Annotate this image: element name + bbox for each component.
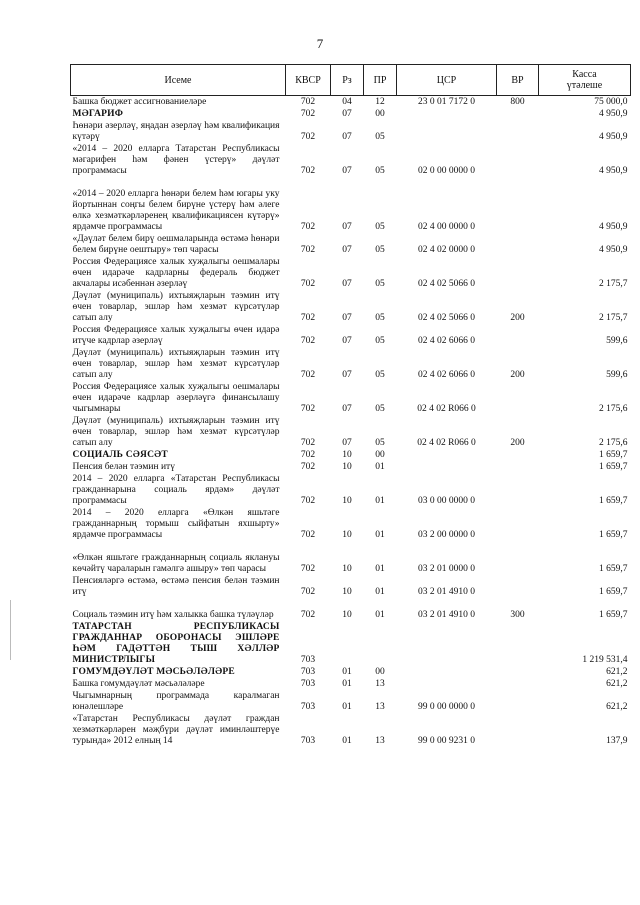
row-kvsr: 702 [300, 245, 316, 255]
row-pr: 00 [375, 450, 385, 460]
row-kvsr: 702 [300, 279, 316, 289]
row-kvsr: 702 [300, 166, 316, 176]
row-name: Дәүләт (муниципаль) ихтыяҗларын тәэмин итү өчен товарлар, эшләр һәм хезмәт күрсәтүләр сатып алу [72, 416, 280, 448]
row-rz: 10 [342, 496, 352, 506]
row-sum: 4 950,9 [599, 245, 628, 255]
row-vr [497, 666, 539, 678]
row-sum: 2 175,6 [599, 438, 628, 448]
row-pr: 00 [375, 667, 385, 677]
row-kvsr: 703 [300, 702, 316, 712]
row-name: Һөнәри әзерләү, яңадан әзерләү һәм квалификация күтәрү [72, 121, 280, 142]
row-vr [497, 507, 539, 541]
row-csr: 02 4 02 R066 0 [417, 438, 476, 448]
row-pr: 13 [375, 679, 385, 689]
row-pr: 12 [375, 97, 385, 107]
col-header-name: Исеме [71, 65, 286, 96]
row-csr [397, 120, 497, 143]
row-csr: 99 0 00 9231 0 [418, 736, 475, 746]
row-sum: 2 175,7 [599, 279, 628, 289]
row-sum: 4 950,9 [599, 166, 628, 176]
row-pr: 01 [375, 587, 385, 597]
table-row [71, 541, 631, 575]
row-name: «2014 – 2020 елларга һөнәри белем һәм югары уку йортыннан соңгы белем бирүне үстерү һәм әлеге өлкә хезмәткәрләренең квалификациясен күтәрү» ярдәмче программасы [72, 189, 280, 232]
row-vr [497, 324, 539, 347]
table-row [71, 507, 631, 541]
row-pr: 00 [375, 109, 385, 119]
table-row [71, 415, 631, 449]
row-name: Социаль тәэмин итү һәм халыкка башка түләүләр [72, 610, 274, 620]
row-csr: 02 4 02 R066 0 [417, 404, 476, 414]
row-vr [497, 461, 539, 473]
row-kvsr: 702 [300, 222, 316, 232]
row-sum: 1 659,7 [599, 496, 628, 506]
row-kvsr: 702 [300, 109, 316, 119]
row-vr [497, 690, 539, 713]
table-row [71, 324, 631, 347]
row-csr [397, 108, 497, 120]
table-row [71, 256, 631, 290]
row-sum: 4 950,9 [599, 222, 628, 232]
row-name: «2014 – 2020 елларга Татарстан Республикасы мәгарифен һәм фәнен үстерү» дәүләт программасы [72, 144, 280, 176]
row-sum: 1 659,7 [599, 564, 628, 574]
table-row [71, 461, 631, 473]
scan-artifact-line [10, 600, 11, 660]
row-sum: 1 659,7 [599, 462, 628, 472]
row-name: Чыгымнарның программада каралмаган юнәлешләре [72, 691, 280, 712]
row-kvsr: 702 [300, 438, 316, 448]
row-csr: 02 4 02 5066 0 [418, 279, 475, 289]
row-kvsr: 703 [300, 667, 316, 677]
row-vr [497, 120, 539, 143]
row-rz: 07 [342, 245, 352, 255]
row-pr: 05 [375, 132, 385, 142]
row-rz: 10 [342, 564, 352, 574]
row-vr [497, 713, 539, 747]
row-pr: 05 [375, 336, 385, 346]
row-kvsr: 702 [300, 132, 316, 142]
table-row [71, 621, 631, 666]
row-name: «Өлкән яшьтәге гражданнарның социаль яклануы көчәйтү чараларын гамәлгә ашыру» төп чарасы [72, 553, 280, 574]
row-pr: 05 [375, 279, 385, 289]
row-name: Пенсияләргә өстәмә, өстәмә пенсия белән тәэмин итү [72, 576, 280, 597]
row-rz: 07 [342, 404, 352, 414]
row-name: «Дәүләт белем бирү оешмаларында өстәмә һөнәри белем бирүне оештыру» төп чарасы [72, 234, 280, 255]
row-csr [397, 666, 497, 678]
col-header-sum-line1: Касса [572, 69, 597, 80]
table-row [71, 449, 631, 461]
row-name: «Татарстан Республикасы дәүләт граждан хезмәткәрләрен мәҗбүри дәүләт иминләштерүе турында» 2012 елның 14 [72, 714, 280, 746]
row-pr: 05 [375, 245, 385, 255]
row-csr: 03 2 01 4910 0 [418, 587, 475, 597]
row-sum: 599,6 [606, 370, 628, 380]
row-kvsr: 702 [300, 587, 316, 597]
row-name: ТАТАРСТАН РЕСПУБЛИКАСЫ ГРАЖДАННАР ОБОРОНАСЫ ЭШЛӘРЕ ҺӘМ ГАДӘТТӘН ТЫШ ХӘЛЛӘР МИНИСТРЛЫГЫ [72, 622, 280, 665]
row-name: ГОМУМДӘҮЛӘТ МӘСЬӘЛӘЛӘРЕ [72, 667, 235, 677]
row-csr [397, 461, 497, 473]
row-csr [397, 449, 497, 461]
row-sum: 1 219 531,4 [582, 655, 628, 665]
row-kvsr: 702 [300, 462, 316, 472]
page-number: 7 [316, 36, 324, 51]
table-row [71, 713, 631, 747]
row-kvsr: 702 [300, 97, 316, 107]
row-rz: 07 [342, 279, 352, 289]
table-header-row [71, 65, 631, 96]
row-csr: 02 4 00 0000 0 [418, 222, 475, 232]
row-pr [364, 621, 397, 666]
table-row [71, 290, 631, 324]
row-vr [497, 621, 539, 666]
row-vr [497, 541, 539, 575]
row-sum: 1 659,7 [599, 530, 628, 540]
row-kvsr: 703 [300, 736, 316, 746]
row-kvsr: 702 [300, 370, 316, 380]
row-rz: 01 [342, 702, 352, 712]
row-rz: 01 [342, 679, 352, 689]
row-rz: 07 [342, 166, 352, 176]
row-name: МӘГАРИФ [72, 109, 124, 119]
row-kvsr: 703 [300, 679, 316, 689]
row-sum: 621,2 [606, 679, 628, 689]
col-header-kvsr: КВСР [286, 65, 331, 96]
row-csr: 03 2 01 0000 0 [418, 564, 475, 574]
row-csr: 02 4 02 0000 0 [418, 245, 475, 255]
table-row [71, 347, 631, 381]
row-sum: 75 000,0 [594, 97, 628, 107]
row-rz: 07 [342, 438, 352, 448]
row-kvsr: 703 [300, 655, 316, 665]
row-pr: 05 [375, 166, 385, 176]
row-vr [497, 108, 539, 120]
row-rz: 07 [342, 109, 352, 119]
row-name: Дәүләт (муниципаль) ихтыяҗларын тәэмин итү өчен товарлар, эшләр һәм хезмәт күрсәтүләр сатып алу [72, 348, 280, 380]
row-name: Башка гомумдәүләт мәсьәләләре [72, 679, 205, 689]
row-kvsr: 702 [300, 610, 316, 620]
row-pr: 05 [375, 222, 385, 232]
row-rz: 10 [342, 530, 352, 540]
row-name: Россия Федерациясе халык хуҗалыгы өчен идарә итүче кадрлар әзерләү [72, 325, 280, 346]
row-pr: 01 [375, 462, 385, 472]
table-row [71, 678, 631, 690]
row-kvsr: 702 [300, 530, 316, 540]
row-name: Башка бюджет ассигнованиеләре [72, 97, 207, 107]
row-pr: 05 [375, 313, 385, 323]
row-pr: 01 [375, 530, 385, 540]
row-rz: 10 [342, 587, 352, 597]
table-row [71, 381, 631, 415]
row-vr [497, 473, 539, 507]
row-name: Россия Федерациясе халык хуҗалыгы оешмалары өчен идарәче кадрлар әзерләүгә финансылашу чыгымнары [72, 382, 280, 414]
row-sum: 2 175,7 [599, 313, 628, 323]
table-row [71, 177, 631, 233]
row-sum: 1 659,7 [599, 450, 628, 460]
row-vr [497, 678, 539, 690]
row-name: Россия Федерациясе халык хуҗалыгы оешмалары өчен идарәче кадрларны федераль бюджет акчалары исәбеннән әзерләү [72, 257, 280, 289]
row-kvsr: 702 [300, 313, 316, 323]
row-csr: 23 0 01 7172 0 [418, 97, 475, 107]
table-row [71, 96, 631, 109]
row-vr: 200 [510, 438, 525, 448]
row-vr [497, 143, 539, 177]
row-sum: 1 659,7 [599, 587, 628, 597]
row-sum: 621,2 [606, 667, 628, 677]
row-vr [497, 449, 539, 461]
row-csr: 02 0 00 0000 0 [418, 166, 475, 176]
row-rz: 10 [342, 462, 352, 472]
row-rz: 01 [342, 736, 352, 746]
row-vr [497, 233, 539, 256]
row-pr: 01 [375, 496, 385, 506]
row-name: Пенсия белән тәэмин итү [72, 462, 175, 472]
row-sum: 4 950,9 [599, 132, 628, 142]
row-vr: 200 [510, 313, 525, 323]
row-rz: 07 [342, 132, 352, 142]
row-sum: 599,6 [606, 336, 628, 346]
row-vr [497, 256, 539, 290]
row-name: Дәүләт (муниципаль) ихтыяҗларын тәэмин итү өчен товарлар, эшләр һәм хезмәт күрсәтүләр сатып алу [72, 291, 280, 323]
row-kvsr: 702 [300, 450, 316, 460]
row-rz: 07 [342, 313, 352, 323]
row-rz: 10 [342, 610, 352, 620]
row-rz: 07 [342, 370, 352, 380]
row-vr [497, 381, 539, 415]
col-header-rz: Рз [331, 65, 364, 96]
col-header-sum [539, 65, 631, 96]
row-csr: 03 0 00 0000 0 [418, 496, 475, 506]
row-rz: 07 [342, 222, 352, 232]
row-csr [397, 678, 497, 690]
row-vr: 800 [510, 97, 525, 107]
table-row [71, 575, 631, 598]
row-vr: 300 [510, 610, 525, 620]
table-row [71, 598, 631, 621]
row-sum: 621,2 [606, 702, 628, 712]
row-rz: 01 [342, 667, 352, 677]
table-row [71, 473, 631, 507]
table-body [71, 96, 631, 748]
table-row [71, 690, 631, 713]
row-pr: 05 [375, 438, 385, 448]
col-header-pr: ПР [364, 65, 397, 96]
table-row [71, 108, 631, 120]
row-vr [497, 177, 539, 233]
row-rz: 04 [342, 97, 352, 107]
row-sum: 1 659,7 [599, 610, 628, 620]
row-rz: 10 [342, 450, 352, 460]
row-pr: 13 [375, 736, 385, 746]
row-csr: 99 0 00 0000 0 [418, 702, 475, 712]
row-name: 2014 – 2020 елларга «Өлкән яшьтәге гражданнарның тормыш сыйфатын яхшырту» ярдәмче программасы [72, 508, 280, 540]
row-kvsr: 702 [300, 404, 316, 414]
budget-table [70, 64, 631, 747]
row-kvsr: 702 [300, 564, 316, 574]
row-pr: 13 [375, 702, 385, 712]
col-header-vr: ВР [497, 65, 539, 96]
row-csr [397, 621, 497, 666]
row-csr: 03 2 01 4910 0 [418, 610, 475, 620]
table-row [71, 233, 631, 256]
row-csr: 02 4 02 6066 0 [418, 370, 475, 380]
row-name: 2014 – 2020 елларга «Татарстан Республикасы гражданнарына социаль ярдәм» дәүләт программасы [72, 474, 280, 506]
row-csr: 02 4 02 5066 0 [418, 313, 475, 323]
row-csr: 02 4 02 6066 0 [418, 336, 475, 346]
row-sum: 4 950,9 [599, 109, 628, 119]
row-csr: 03 2 00 0000 0 [418, 530, 475, 540]
col-header-csr: ЦСР [397, 65, 497, 96]
row-sum: 137,9 [606, 736, 628, 746]
row-vr: 200 [510, 370, 525, 380]
row-rz [331, 621, 364, 666]
table-row [71, 666, 631, 678]
col-header-sum-line2: үтәлеше [566, 80, 603, 91]
row-pr: 05 [375, 404, 385, 414]
row-rz: 07 [342, 336, 352, 346]
row-pr: 05 [375, 370, 385, 380]
table-row [71, 120, 631, 143]
row-kvsr: 702 [300, 496, 316, 506]
table-row [71, 143, 631, 177]
row-sum: 2 175,6 [599, 404, 628, 414]
row-name: СОЦИАЛЬ СӘЯСӘТ [72, 450, 168, 460]
row-pr: 01 [375, 564, 385, 574]
row-pr: 01 [375, 610, 385, 620]
row-vr [497, 575, 539, 598]
row-kvsr: 702 [300, 336, 316, 346]
